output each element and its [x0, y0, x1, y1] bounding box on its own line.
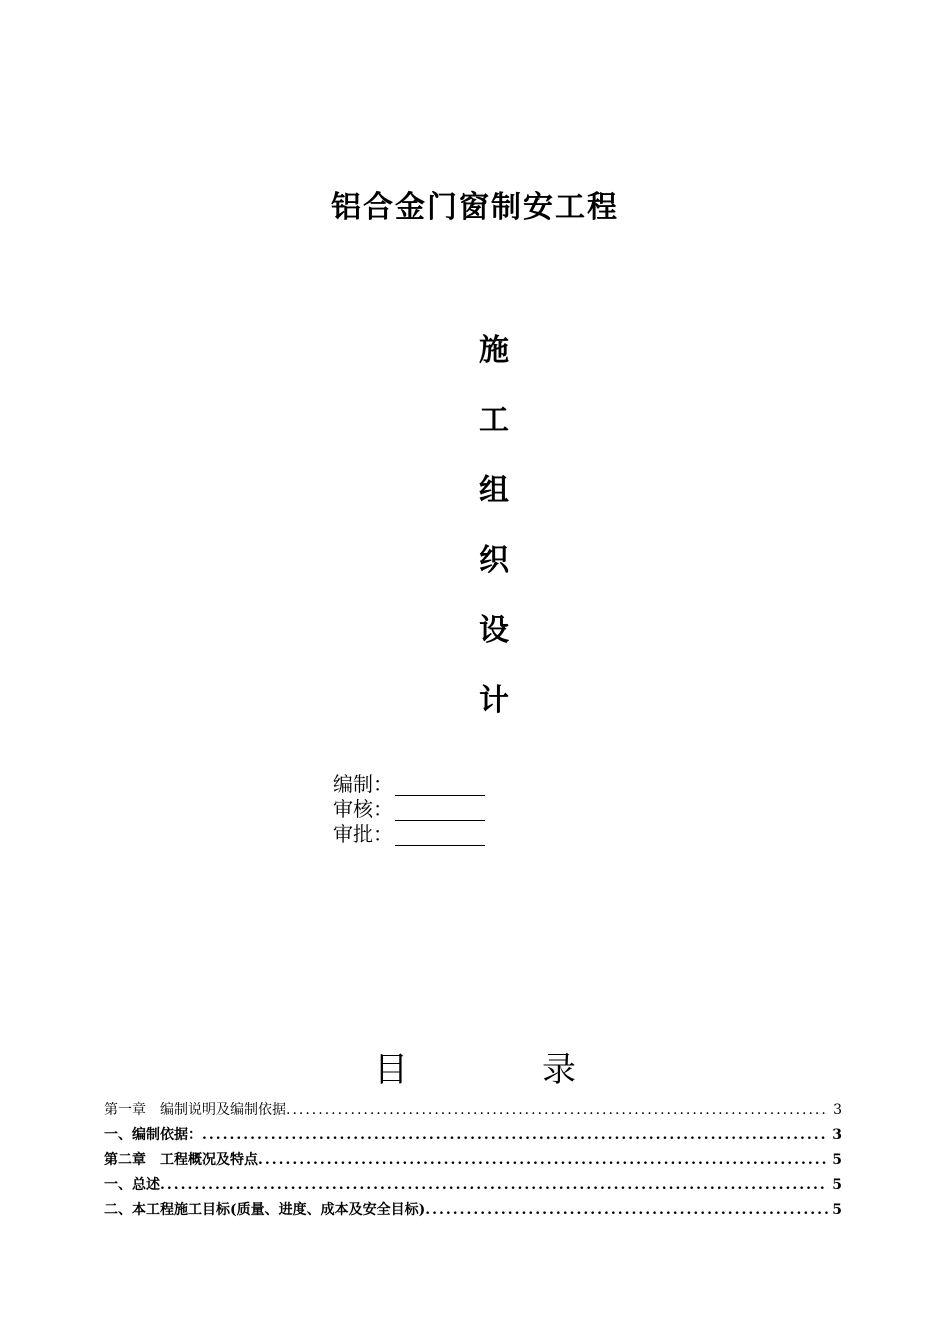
- toc-entry-text: 一、总述: [104, 1177, 160, 1193]
- signature-label: 编制：: [333, 772, 393, 796]
- signature-label: 审批：: [333, 822, 393, 846]
- table-of-contents: [104, 1098, 842, 1223]
- toc-entry-text: 一、编制依据：: [104, 1127, 202, 1143]
- vertical-title-char-5: 设: [479, 613, 509, 648]
- signature-label: 审核：: [333, 797, 393, 821]
- toc-entry[interactable]: [104, 1173, 842, 1198]
- document-title: 铝合金门窗制安工程: [331, 190, 619, 225]
- signature-row-compiler: [333, 772, 485, 796]
- toc-entry-page: 3: [833, 1102, 842, 1118]
- vertical-title-char-2: 工: [479, 403, 509, 438]
- vertical-title-char-1: 施: [479, 333, 509, 368]
- toc-entry-page: 3: [832, 1127, 842, 1143]
- toc-entry-page: 5: [832, 1202, 842, 1218]
- toc-entry[interactable]: [104, 1148, 842, 1173]
- toc-entry-text: 第一章 编制说明及编制依据: [104, 1102, 286, 1118]
- toc-leader-dots: [160, 1173, 828, 1198]
- toc-heading-right: 录: [542, 1050, 576, 1090]
- toc-entry[interactable]: [104, 1123, 842, 1148]
- vertical-title-char-3: 组: [479, 473, 509, 508]
- toc-heading-left: 目: [374, 1050, 408, 1090]
- toc-entry[interactable]: [104, 1098, 842, 1123]
- signature-blank-line: [395, 775, 485, 796]
- vertical-title-char-4: 织: [479, 543, 509, 578]
- toc-entry-page: 5: [832, 1177, 842, 1193]
- toc-entry-text: 第二章 工程概况及特点: [104, 1152, 258, 1168]
- toc-leader-dots: [286, 1098, 829, 1123]
- toc-entry-page: 5: [832, 1152, 842, 1168]
- toc-leader-dots: [202, 1123, 828, 1148]
- toc-entry[interactable]: [104, 1198, 842, 1223]
- signature-blank-line: [395, 825, 485, 846]
- signature-blank-line: [395, 800, 485, 821]
- toc-entry-text: 二、本工程施工目标(质量、进度、成本及安全目标): [104, 1202, 426, 1218]
- vertical-title-char-6: 计: [479, 683, 509, 718]
- toc-leader-dots: [258, 1148, 828, 1173]
- signature-row-reviewer: [333, 797, 485, 821]
- toc-leader-dots: [425, 1198, 828, 1223]
- signature-row-approver: [333, 822, 485, 846]
